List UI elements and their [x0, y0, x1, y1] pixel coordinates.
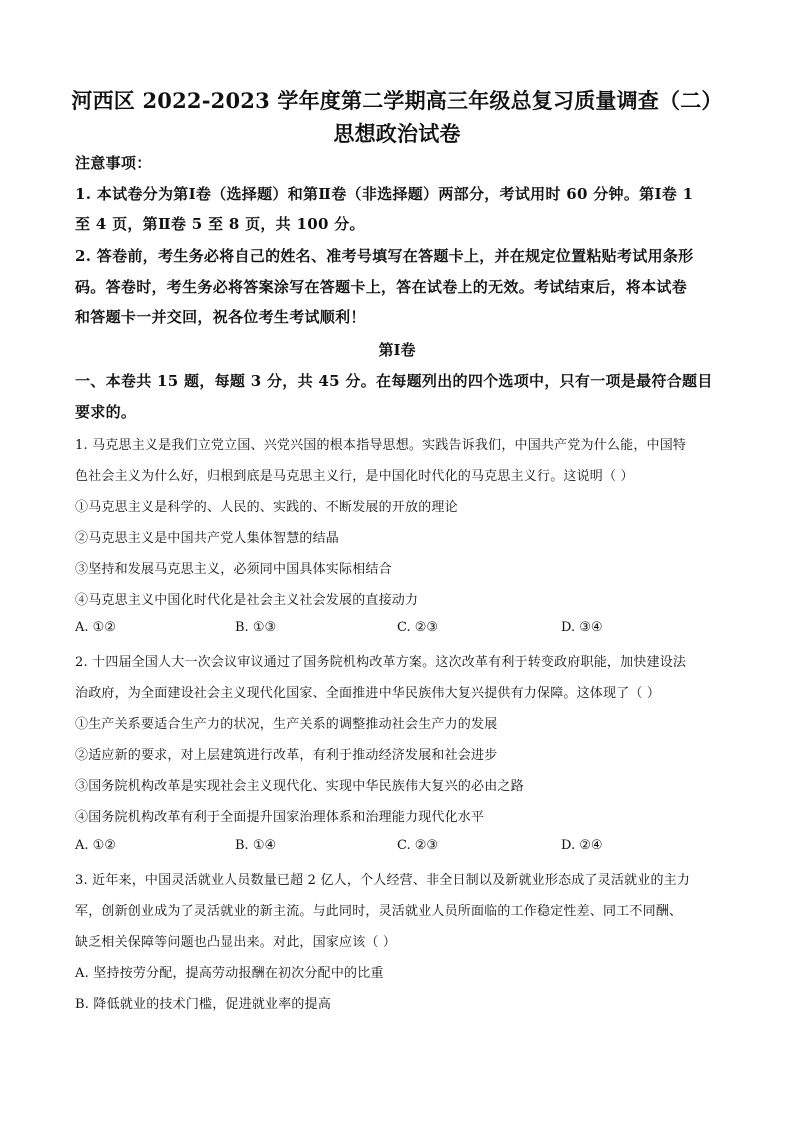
exam-title: 河西区 2022-2023 学年度第二学期高三年级总复习质量调查（二） [71, 88, 723, 113]
q2-stem-line-1: 2. 十四届全国人大一次会议审议通过了国务院机构改革方案。这次改革有利于转变政府职能，加快建设法 [75, 655, 687, 670]
q2-statement-4: ④国务院机构改革有利于全面提升国家治理体系和治理能力现代化水平 [75, 810, 485, 825]
q2-statement-3: ③国务院机构改革是实现社会主义现代化、实现中华民族伟大复兴的必由之路 [75, 779, 524, 794]
exam-subject-title: 思想政治试卷 [333, 121, 461, 146]
q1-options [75, 620, 735, 638]
q3-stem-line-2: 军，创新创业成为了灵活就业的新主流。与此同时，灵活就业人员所面临的工作稳定性差、同工不同酬、 [75, 904, 683, 919]
section-instruction-2: 要求的。 [75, 403, 137, 421]
q2-statement-1: ①生产关系要适合生产力的状况，生产关系的调整推动社会生产力的发展 [75, 717, 498, 732]
notice-line-3: 2. 答卷前，考生务必将自己的姓名、准考号填写在答题卡上，并在规定位置粘贴考试用条形 [75, 247, 694, 265]
q1-statement-2: ②马克思主义是中国共产党人集体智慧的结晶 [75, 531, 340, 546]
q3-stem-line-1: 3. 近年来，中国灵活就业人员数量已超 2 亿人，个人经营、非全日制以及新就业形态成了灵活就业的主力 [75, 873, 691, 888]
q1-statement-3: ③坚持和发展马克思主义，必须同中国具体实际相结合 [75, 562, 392, 577]
q3-option-a: A. 坚持按劳分配，提高劳动报酬在初次分配中的比重 [75, 966, 384, 981]
section-title: 第Ⅰ卷 [378, 341, 416, 359]
q2-stem-line-2: 治政府，为全面建设社会主义现代化国家、全面推进中华民族伟大复兴提供有力保障。这体现了（ ） [75, 686, 661, 701]
q1-option-d: D. ③④ [561, 620, 603, 635]
q1-stem-line-2: 色社会主义为什么好，归根到底是马克思主义行，是中国化时代化的马克思主义行。这说明（ ） [75, 469, 634, 484]
q1-option-b: B. ①③ [235, 620, 277, 635]
q2-options [75, 838, 735, 856]
section-instruction-1: 一、本卷共 15 题，每题 3 分，共 45 分。在每题列出的四个选项中，只有一项是最符合题目 [75, 372, 713, 390]
q1-option-c: C. ②③ [397, 620, 439, 635]
q1-statement-4: ④马克思主义中国化时代化是社会主义社会发展的直接动力 [75, 593, 419, 608]
q3-stem-line-3: 缺乏相关保障等问题也凸显出来。对此，国家应该（ ） [75, 935, 397, 950]
q2-option-b: B. ①④ [235, 838, 277, 853]
q2-option-d: D. ②④ [561, 838, 603, 853]
q1-stem-line-1: 1. 马克思主义是我们立党立国、兴党兴国的根本指导思想。实践告诉我们，中国共产党为什么能，中国特 [75, 438, 687, 453]
notice-line-4: 码。答卷时，考生务必将答案涂写在答题卡上，答在试卷上的无效。考试结束后，将本试卷 [75, 278, 688, 296]
notice-line-2: 至 4 页，第Ⅱ卷 5 至 8 页，共 100 分。 [75, 215, 365, 233]
q2-option-a: A. ①② [75, 838, 116, 853]
notice-heading: 注意事项： [75, 154, 152, 172]
notice-line-1: 1. 本试卷分为第Ⅰ卷（选择题）和第Ⅱ卷（非选择题）两部分，考试用时 60 分钟。第Ⅰ卷 1 [75, 185, 694, 203]
q1-statement-1: ①马克思主义是科学的、人民的、实践的、不断发展的开放的理论 [75, 500, 458, 515]
q3-option-b: B. 降低就业的技术门槛，促进就业率的提高 [75, 997, 332, 1012]
q2-statement-2: ②适应新的要求，对上层建筑进行改革，有利于推动经济发展和社会进步 [75, 748, 498, 763]
notice-line-5: 和答题卡一并交回，祝各位考生考试顺利！ [75, 308, 366, 326]
q1-option-a: A. ①② [75, 620, 116, 635]
q2-option-c: C. ②③ [397, 838, 439, 853]
